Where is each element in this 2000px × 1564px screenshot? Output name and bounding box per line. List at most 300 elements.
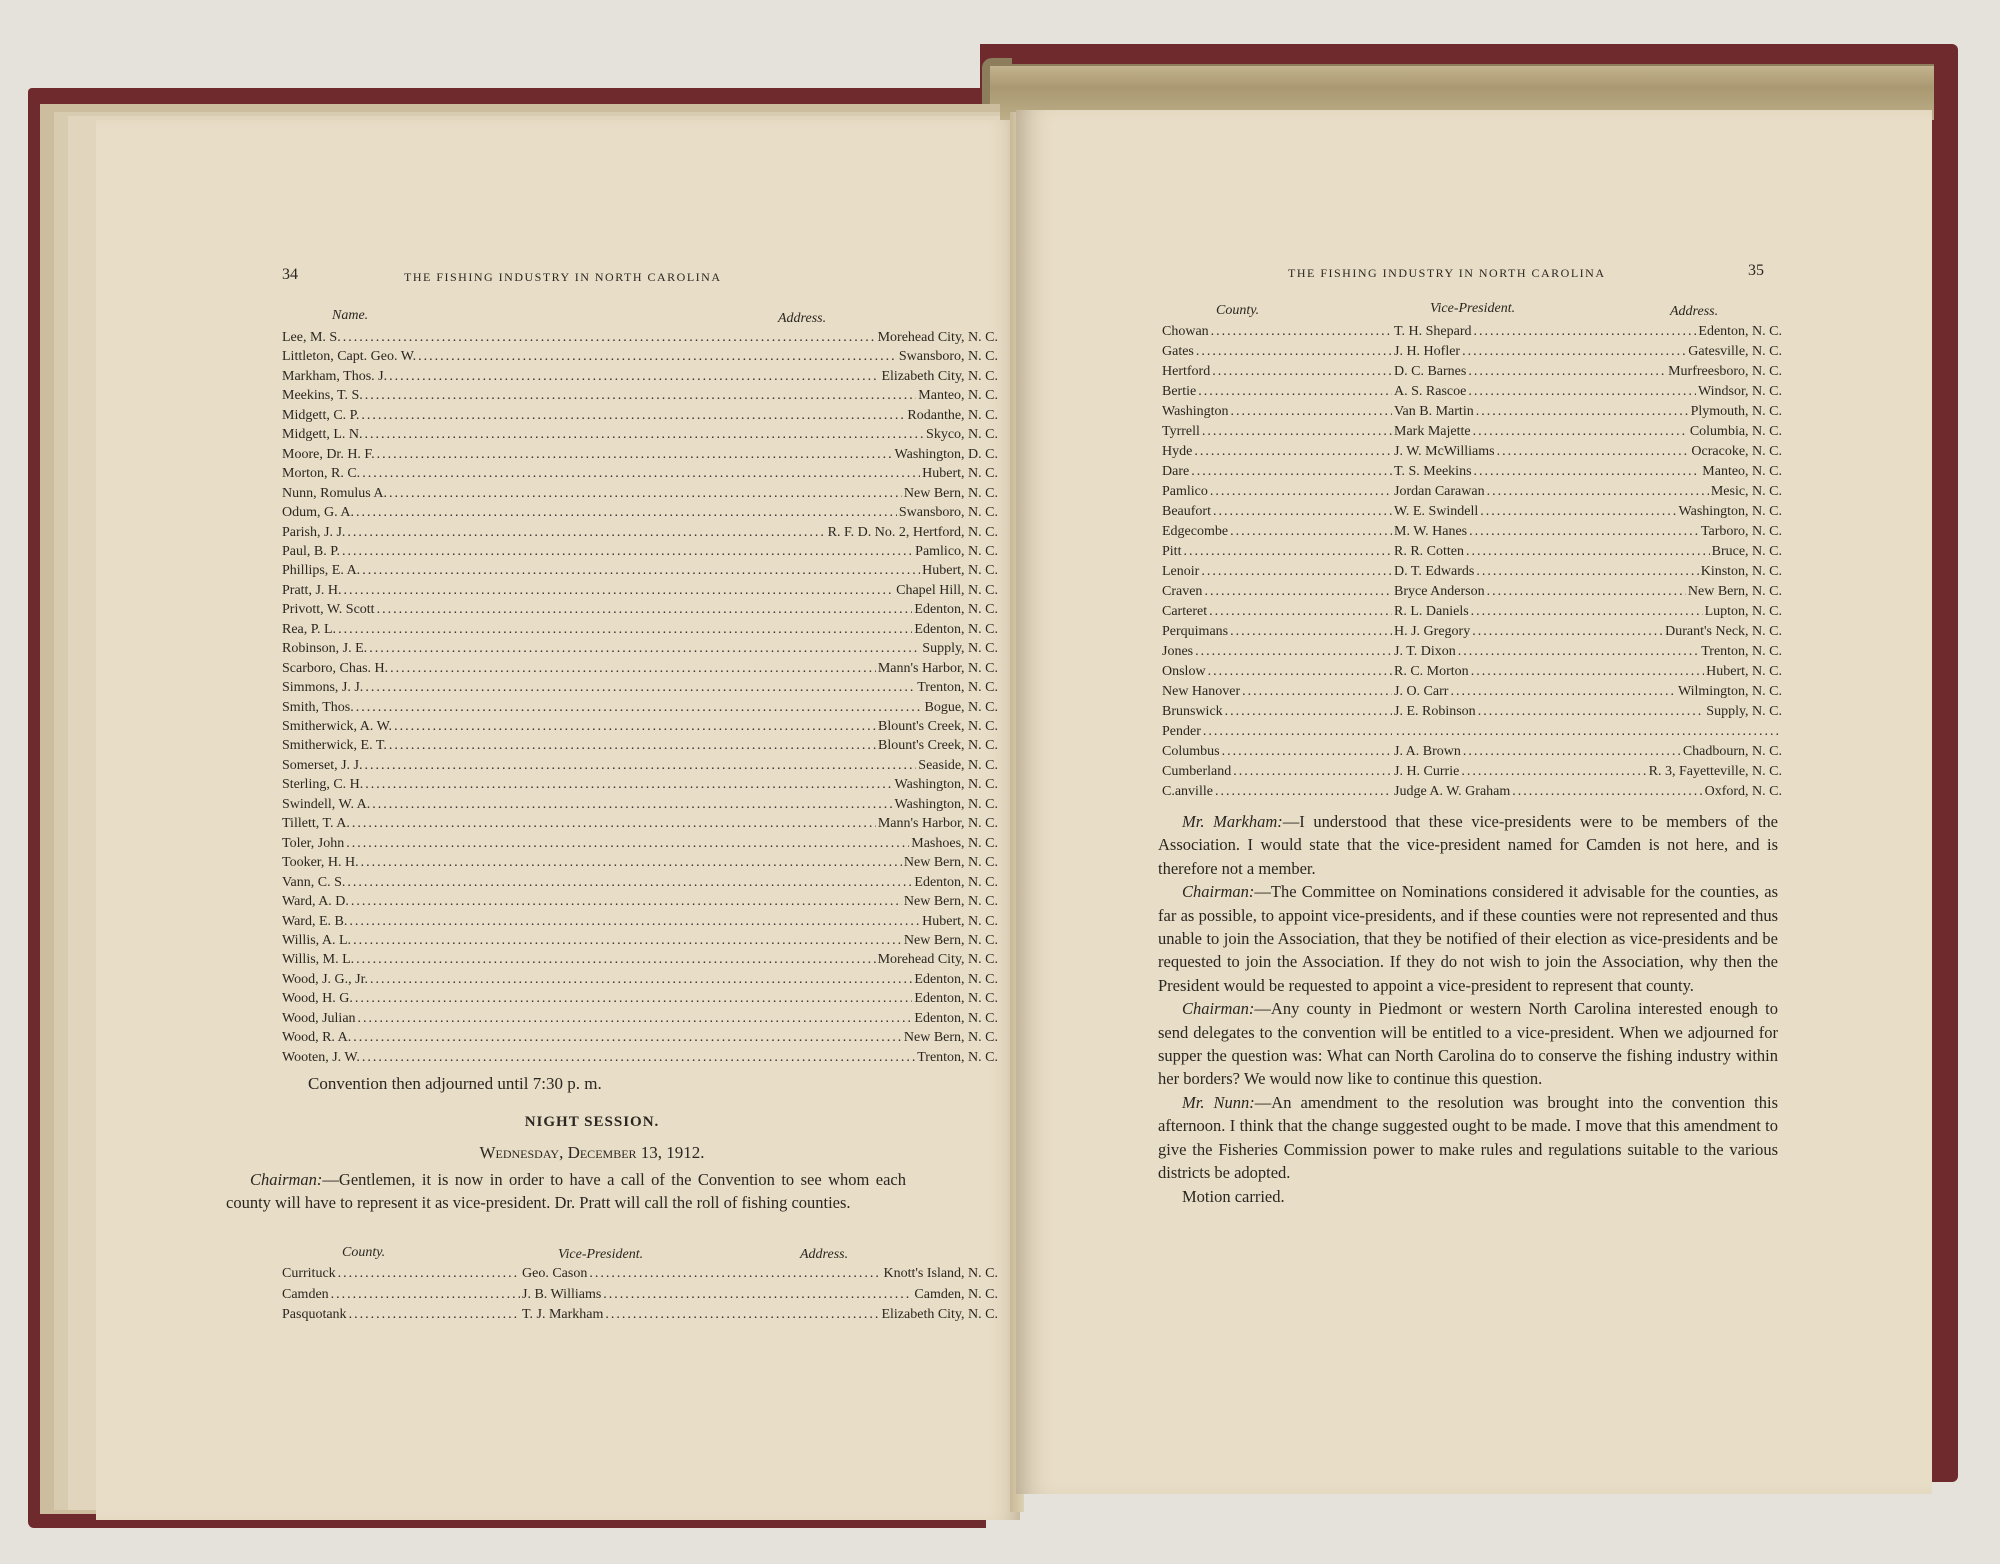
member-name: Wood, Julian: [282, 1010, 356, 1026]
leader-dots: [1196, 342, 1392, 361]
county-name: C.anville: [1162, 784, 1213, 799]
leader-dots: [389, 484, 902, 503]
county-cell: [1162, 582, 1394, 601]
member-name: Wooten, J. W.: [282, 1049, 360, 1065]
member-address: Washington, N. C.: [894, 796, 998, 812]
county-name: Onslow: [1162, 664, 1206, 679]
leader-dots: [362, 1048, 915, 1067]
member-address: Swansboro, N. C.: [898, 505, 998, 521]
vice-president-row: [1162, 702, 1782, 721]
county-cell: [1162, 502, 1394, 521]
vice-president-name: J. W. McWilliams: [1394, 444, 1495, 459]
member-name: Nunn, Romulus A.: [282, 485, 388, 501]
vp-cell: [1394, 582, 1688, 601]
vp-cell: [1394, 322, 1698, 341]
vice-president-row: [1162, 442, 1782, 461]
vice-president-column-header: Vice-President.: [558, 1247, 644, 1262]
vice-president-name: Bryce Anderson: [1394, 584, 1485, 599]
member-address: Seaside, N. C.: [918, 757, 998, 773]
member-address: New Bern, N. C.: [903, 855, 998, 871]
leader-dots: [394, 717, 876, 736]
vice-president-row: [1162, 502, 1782, 521]
vice-president-row: [1162, 602, 1782, 621]
vp-cell: [1394, 382, 1698, 401]
vp-cell: [1394, 682, 1678, 701]
leader-dots: [605, 1305, 879, 1324]
member-row: [282, 445, 998, 464]
county-cell: [1162, 382, 1394, 401]
vice-president-row: [1162, 622, 1782, 641]
member-address: Skyco, N. C.: [926, 427, 998, 443]
leader-dots: [356, 950, 875, 969]
vp-cell: [522, 1264, 883, 1283]
leader-dots: [1212, 362, 1392, 381]
leader-dots: [1458, 642, 1700, 661]
speech: —I understood that these vice-presidents were to be members of the Association. I would state that the vice-president named for Camden is not here, and is therefore not a member.: [1158, 812, 1778, 878]
member-row: [282, 989, 998, 1008]
member-name: Tillett, T. A.: [282, 816, 350, 832]
leader-dots: [1183, 542, 1392, 561]
vice-president-row: [1162, 722, 1782, 741]
vice-president-name: A. S. Rascoe: [1394, 384, 1467, 399]
member-row: [282, 523, 998, 542]
county-cell: [1162, 742, 1394, 761]
county-cell: [282, 1285, 522, 1304]
left-page: [96, 120, 1020, 1520]
member-address: Mann's Harbor, N. C.: [877, 660, 998, 676]
vice-president-address: Oxford, N. C.: [1704, 784, 1782, 799]
member-row: [282, 503, 998, 522]
member-address: Washington, N. C.: [894, 777, 998, 793]
member-row: [282, 795, 998, 814]
member-address: Swansboro, N. C.: [898, 349, 998, 365]
county-name: Carteret: [1162, 604, 1208, 619]
member-address: Elizabeth City, N. C.: [881, 368, 998, 384]
member-row: [282, 542, 998, 561]
leader-dots: [1230, 522, 1392, 541]
leader-dots: [370, 970, 912, 989]
county-name: Craven: [1162, 584, 1203, 599]
vice-president-row: [282, 1285, 998, 1304]
member-row: [282, 425, 998, 444]
leader-dots: [1461, 762, 1646, 781]
leader-dots: [1450, 682, 1676, 701]
member-name: Willis, A. L.: [282, 932, 352, 948]
vice-president-name: M. W. Hanes: [1394, 524, 1468, 539]
leader-dots: [356, 503, 897, 522]
county-cell: [1162, 462, 1394, 481]
county-cell: [1162, 682, 1394, 701]
county-name: Beaufort: [1162, 504, 1211, 519]
member-name: Swindell, W. A.: [282, 796, 371, 812]
member-row: [282, 639, 998, 658]
vp-cell: [1394, 622, 1665, 641]
county-name: Pasquotank: [282, 1307, 347, 1322]
leader-dots: [356, 698, 923, 717]
county-name: Camden: [282, 1286, 329, 1302]
county-name: Pamlico: [1162, 484, 1208, 499]
leader-dots: [1209, 602, 1392, 621]
leader-dots: [389, 367, 879, 386]
leader-dots: [390, 659, 876, 678]
vice-president-address: Plymouth, N. C.: [1690, 404, 1782, 419]
leader-dots: [1474, 462, 1701, 481]
leader-dots: [377, 600, 913, 619]
speaker: Mr. Nunn:: [1182, 1092, 1255, 1112]
county-name: New Hanover: [1162, 684, 1241, 699]
leader-dots: [1473, 422, 1688, 441]
vp-cell: [1394, 762, 1649, 781]
discussion-paragraph: [1158, 1091, 1778, 1185]
vice-president-row: [1162, 582, 1782, 601]
leader-dots: [1478, 702, 1705, 721]
vice-president-name: T. H. Shepard: [1394, 324, 1472, 339]
member-name: Ward, E. B.: [282, 913, 348, 929]
member-address: Edenton, N. C.: [914, 621, 998, 637]
leader-dots: [1202, 422, 1392, 441]
leader-dots: [1204, 582, 1392, 601]
vice-president-address: Supply, N. C.: [1706, 704, 1782, 719]
vice-president-name: J. H. Hofler: [1394, 344, 1461, 359]
member-name: Smith, Thos.: [282, 699, 354, 715]
vice-president-column-header: Vice-President.: [1430, 301, 1516, 316]
county-name: Hertford: [1162, 364, 1211, 379]
member-name: Rea, P. L.: [282, 621, 337, 637]
leader-dots: [1480, 502, 1676, 521]
running-title: THE FISHING INDUSTRY IN NORTH CAROLINA: [1288, 266, 1606, 280]
leader-dots: [603, 1285, 912, 1304]
discussion-paragraph: [1158, 997, 1778, 1091]
discussion-paragraph: [1158, 880, 1778, 997]
vice-president-address: Ocracoke, N. C.: [1691, 444, 1782, 459]
leader-dots: [352, 814, 876, 833]
vice-president-name: J. A. Brown: [1394, 744, 1461, 759]
vice-president-address: Murfreesboro, N. C.: [1668, 364, 1782, 379]
member-name: Simmons, J. J.: [282, 680, 364, 696]
vice-president-address: Hubert, N. C.: [1706, 664, 1782, 679]
leader-dots: [1242, 682, 1392, 701]
county-cell: [1162, 602, 1394, 621]
member-name: Robinson, J. E.: [282, 641, 368, 657]
leader-dots: [1211, 322, 1392, 341]
vp-cell: [1394, 422, 1690, 441]
member-row: [282, 464, 998, 483]
county-cell: [1162, 782, 1394, 801]
leader-dots: [372, 795, 892, 814]
member-name: Phillips, E. A.: [282, 563, 361, 579]
leader-dots: [342, 542, 913, 561]
member-address: Trenton, N. C.: [917, 680, 998, 696]
member-address: Edenton, N. C.: [914, 991, 998, 1007]
member-address: Morehead City, N. C.: [877, 330, 998, 345]
leader-dots: [365, 775, 892, 794]
vice-president-row: [1162, 542, 1782, 561]
vice-president-address: Lupton, N. C.: [1704, 604, 1782, 619]
vp-cell: [1394, 602, 1705, 621]
leader-dots: [1474, 322, 1697, 341]
member-address: Edenton, N. C.: [914, 602, 998, 618]
vice-president-row: [1162, 762, 1782, 781]
leader-dots: [344, 581, 895, 600]
member-row: [282, 620, 998, 639]
county-cell: [1162, 402, 1394, 421]
member-address: Mann's Harbor, N. C.: [877, 816, 998, 832]
member-row: [282, 347, 998, 366]
member-name: Lee, M. S.: [282, 330, 341, 345]
member-row: [282, 386, 998, 405]
member-row: [282, 756, 998, 775]
leader-dots: [1497, 442, 1690, 461]
leader-dots: [1195, 642, 1392, 661]
member-name: Tooker, H. H.: [282, 855, 359, 871]
member-name: Toler, John: [282, 835, 345, 851]
county-cell: [1162, 342, 1394, 361]
leader-dots: [365, 425, 925, 444]
vice-president-address: Edenton, N. C.: [1698, 324, 1782, 339]
vice-president-row: [1162, 642, 1782, 661]
member-address: Edenton, N. C.: [914, 971, 998, 987]
member-row: [282, 1009, 998, 1028]
leader-dots: [1198, 382, 1392, 401]
vp-cell: [1394, 642, 1701, 661]
vp-cell: [1394, 742, 1683, 761]
county-cell: [1162, 622, 1394, 641]
county-cell: [1162, 362, 1394, 381]
member-row: [282, 678, 998, 697]
vp-cell: [1394, 522, 1701, 541]
member-row: [282, 328, 998, 347]
vice-president-name: J. E. Robinson: [1394, 704, 1476, 719]
vice-president-row: [282, 1305, 998, 1324]
vice-president-address: Mesic, N. C.: [1710, 484, 1782, 499]
vice-president-name: Mark Majette: [1394, 424, 1471, 439]
vp-cell: [1394, 442, 1691, 461]
leader-dots: [1469, 522, 1699, 541]
speech: —The Committee on Nominations considered it advisable for the counties, as far as possible, to appoint vice-presidents, and if these counties were not represented and thus unable to join the Association, that they be notified of their election as vice-presidents and be requested to join the Association. If they do not wish to join the Association, why then the President would be requested to appoint a vice-president to represent that county.: [1158, 882, 1778, 995]
member-row: [282, 912, 998, 931]
leader-dots: [1463, 742, 1681, 761]
vice-president-row: [1162, 342, 1782, 361]
vice-president-address: Washington, N. C.: [1678, 504, 1782, 519]
vice-president-row: [1162, 782, 1782, 801]
leader-dots: [1487, 482, 1709, 501]
leader-dots: [377, 445, 893, 464]
member-name: Somerset, J. J.: [282, 757, 363, 773]
member-row: [282, 406, 998, 425]
speech: —Gentlemen, it is now in order to have a call of the Convention to see whom each county will have to represent it as vice-president. Dr. Pratt will call the roll of fishing counties.: [226, 1170, 906, 1213]
member-address: Morehead City, N. C.: [877, 952, 998, 968]
vp-cell: [1394, 402, 1691, 421]
address-column-header: Address.: [800, 1247, 849, 1262]
vice-president-name: J. O. Carr: [1394, 684, 1449, 699]
leader-dots: [1203, 722, 1392, 741]
county-name: Pitt: [1162, 544, 1182, 559]
leader-dots: [1468, 382, 1696, 401]
vice-president-name: R. L. Daniels: [1394, 604, 1469, 619]
member-address: Pamlico, N. C.: [915, 543, 998, 559]
county-cell: [1162, 482, 1394, 501]
vp-cell: [1394, 362, 1668, 381]
member-address: Blount's Creek, N. C.: [878, 738, 998, 754]
leader-dots: [1462, 342, 1686, 361]
county-name: Jones: [1162, 644, 1194, 659]
member-name: Moore, Dr. H. F.: [282, 446, 375, 462]
county-name: Gates: [1162, 344, 1194, 359]
leader-dots: [589, 1264, 881, 1283]
vice-president-row: [1162, 362, 1782, 381]
member-name: Smitherwick, E. T.: [282, 738, 387, 754]
name-column-header: Name.: [332, 308, 369, 323]
member-address: Edenton, N. C.: [914, 1010, 998, 1026]
leader-dots: [1201, 562, 1392, 581]
county-cell: [1162, 322, 1394, 341]
vice-president-name: H. J. Gregory: [1394, 624, 1471, 639]
member-row: [282, 1048, 998, 1067]
chairman-paragraph: [226, 1168, 906, 1215]
leader-dots: [338, 620, 912, 639]
county-cell: [1162, 662, 1394, 681]
county-cell: [1162, 542, 1394, 561]
member-name: Wood, J. G., Jr.: [282, 971, 368, 987]
member-name: Willis, M. L.: [282, 952, 355, 968]
leader-dots: [1210, 482, 1392, 501]
session-title: NIGHT SESSION.: [524, 1114, 660, 1130]
leader-dots: [1472, 622, 1663, 641]
member-name: Midgett, C. P.: [282, 407, 360, 423]
leader-dots: [362, 464, 920, 483]
leader-dots: [1225, 702, 1392, 721]
county-name: Columbus: [1162, 744, 1220, 759]
county-cell: [1162, 422, 1394, 441]
member-row: [282, 775, 998, 794]
discussion: [1158, 810, 1778, 1208]
vice-president-address: Manteo, N. C.: [1702, 464, 1782, 479]
member-address: New Bern, N. C.: [903, 894, 998, 910]
vice-president-address: Elizabeth City, N. C.: [881, 1307, 998, 1322]
member-name: Scarboro, Chas. H.: [282, 660, 389, 676]
member-row: [282, 561, 998, 580]
county-cell: [1162, 722, 1394, 741]
vice-president-address: Wilmington, N. C.: [1677, 684, 1782, 699]
county-cell: [1162, 442, 1394, 461]
running-title: THE FISHING INDUSTRY IN NORTH CAROLINA: [404, 270, 722, 284]
leader-dots: [365, 678, 915, 697]
vp-cell: [1394, 462, 1702, 481]
member-row: [282, 970, 998, 989]
vice-president-address: Camden, N. C.: [914, 1286, 998, 1302]
vp-cell: [1394, 782, 1705, 801]
leader-dots: [338, 1264, 520, 1283]
member-row: [282, 367, 998, 386]
leader-dots: [1471, 602, 1703, 621]
speaker: Chairman:: [1182, 999, 1255, 1019]
vp-cell: [1394, 342, 1688, 361]
member-name: Privott, W. Scott: [282, 602, 375, 618]
leader-dots: [1222, 742, 1392, 761]
vice-president-row: [1162, 522, 1782, 541]
leader-dots: [1230, 622, 1392, 641]
address-column-header: Address.: [778, 311, 827, 326]
speech: —Any county in Piedmont or western North Carolina interested enough to send delegates to the convention will be entitled to a vice-president. When we adjourned for supper the question was: What can North Carolina do to conserve the fishing industry within her borders? We would now like to continue this question.: [1158, 999, 1778, 1089]
leader-dots: [1512, 782, 1702, 801]
leader-dots: [1471, 662, 1704, 681]
member-row: [282, 698, 998, 717]
vice-president-row: [1162, 382, 1782, 401]
adjourned-note: Convention then adjourned until 7:30 p. m.: [308, 1074, 602, 1093]
member-name: Morton, R. C.: [282, 466, 361, 482]
vp-cell: [1394, 482, 1711, 501]
vice-president-row: [1162, 422, 1782, 441]
leader-dots: [331, 1285, 520, 1304]
member-row: [282, 873, 998, 892]
leader-dots: [351, 892, 902, 911]
county-name: Currituck: [282, 1266, 336, 1281]
member-address: New Bern, N. C.: [903, 485, 998, 501]
vice-president-address: Bruce, N. C.: [1711, 544, 1782, 559]
vice-president-address: Windsor, N. C.: [1697, 384, 1782, 399]
member-name: Smitherwick, A. W.: [282, 719, 393, 734]
vp-cell: [522, 1285, 914, 1304]
leader-dots: [1215, 782, 1392, 801]
member-name: Sterling, C. H.: [282, 777, 364, 793]
vice-president-row: [1162, 322, 1782, 341]
leader-dots: [349, 912, 920, 931]
leader-dots: [1396, 722, 1780, 741]
leader-dots: [1233, 762, 1392, 781]
leader-dots: [361, 853, 902, 872]
discussion-paragraph: [1158, 810, 1778, 880]
county-name: Edgecombe: [1162, 524, 1229, 539]
member-address: Blount's Creek, N. C.: [878, 719, 998, 734]
county-name: Hyde: [1162, 444, 1193, 459]
member-address: Washington, D. C.: [894, 446, 998, 462]
county-name: Washington: [1162, 404, 1229, 419]
vice-president-address: Durant's Neck, N. C.: [1665, 624, 1782, 639]
member-address: Hubert, N. C.: [922, 466, 998, 482]
vice-president-address: Kinston, N. C.: [1700, 564, 1782, 579]
speaker: Chairman:: [1182, 882, 1255, 902]
leader-dots: [1476, 562, 1698, 581]
vice-president-name: R. R. Cotten: [1394, 544, 1465, 559]
speaker: Chairman:: [250, 1170, 323, 1189]
vice-president-name: D. C. Barnes: [1394, 364, 1467, 379]
vp-cell: [1394, 702, 1706, 721]
leader-dots: [1466, 542, 1710, 561]
speaker: Mr. Markham:: [1182, 812, 1283, 831]
vice-president-address: Gatesville, N. C.: [1688, 344, 1782, 359]
member-address: R. F. D. No. 2, Hertford, N. C.: [827, 524, 998, 540]
member-address: Chapel Hill, N. C.: [896, 582, 998, 598]
member-name: Vann, C. S.: [282, 874, 346, 890]
county-name: Brunswick: [1162, 704, 1223, 719]
vice-president-row: [1162, 662, 1782, 681]
vice-president-address: Knott's Island, N. C.: [883, 1266, 998, 1281]
vice-president-address: Trenton, N. C.: [1701, 644, 1782, 659]
county-cell: [282, 1264, 522, 1283]
member-address: Manteo, N. C.: [918, 388, 998, 404]
leader-dots: [418, 347, 897, 366]
member-name: Odum, G. A.: [282, 505, 354, 521]
speech: Motion carried.: [1182, 1186, 1285, 1206]
leader-dots: [389, 736, 876, 755]
member-row: [282, 717, 998, 736]
address-column-header: Address.: [1670, 304, 1719, 319]
vice-president-name: T. S. Meekins: [1394, 464, 1472, 479]
member-name: Wood, H. G.: [282, 991, 353, 1007]
member-address: Bogue, N. C.: [924, 699, 998, 715]
vice-president-name: J. H. Currie: [1394, 764, 1460, 779]
member-address: New Bern, N. C.: [903, 932, 998, 948]
